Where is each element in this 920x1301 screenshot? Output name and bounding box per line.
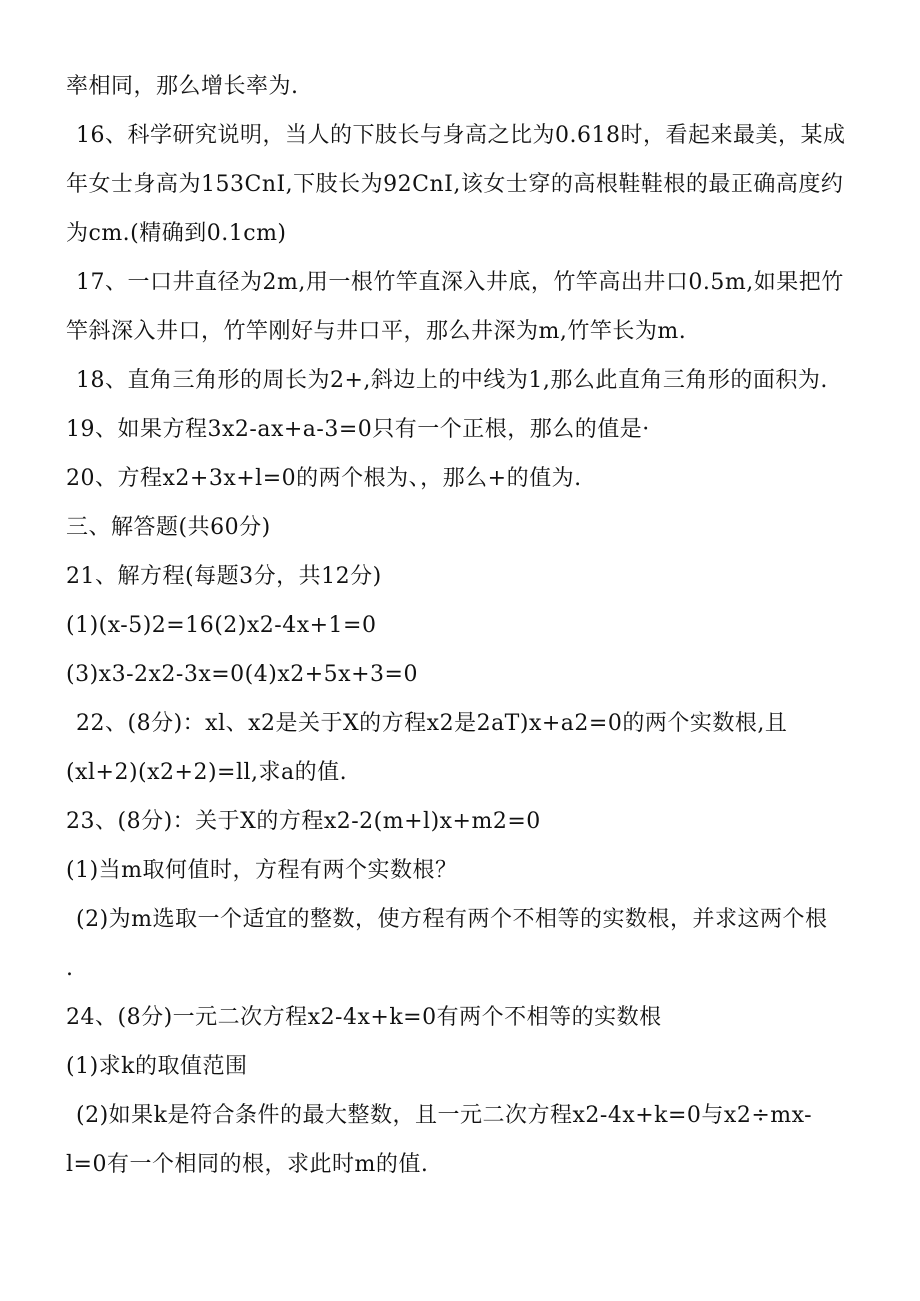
question-18: 18、直角三角形的周长为2+,斜边上的中线为1,那么此直角三角形的面积为.	[76, 368, 828, 393]
section-heading-3: 三、解答题(共60分)	[66, 515, 271, 540]
question-21: 21、解方程(每题3分，共12分)	[66, 564, 382, 589]
question-24-part-2-line-1: (2)如果k是符合条件的最大整数，且一元二次方程x2-4x+k=0与x2÷mx-	[76, 1103, 813, 1128]
question-20: 20、方程x2+3x+l=0的两个根为、，那么+的值为.	[66, 466, 582, 491]
question-21-parts-3-4: (3)x3-2x2-3x=0(4)x2+5x+3=0	[66, 662, 418, 687]
question-17-line-1: 17、一口井直径为2m,用一根竹竿直深入井底，竹竿高出井口0.5m,如果把竹	[76, 270, 844, 295]
question-17-line-2: 竿斜深入井口，竹竿刚好与井口平，那么井深为m,竹竿长为m.	[66, 319, 687, 344]
question-23: 23、(8分)：关于X的方程x2-2(m+l)x+m2=0	[66, 809, 541, 834]
document-page	[66, 62, 866, 1189]
question-21-parts-1-2: (1)(x-5)2=16(2)x2-4x+1=0	[66, 613, 377, 638]
question-19: 19、如果方程3x2-ax+a-3=0只有一个正根，那么的值是·	[66, 417, 650, 442]
question-24-part-2-line-2: l=0有一个相同的根，求此时m的值.	[66, 1152, 429, 1177]
question-24-part-1: (1)求k的取值范围	[66, 1054, 248, 1079]
question-23-part-2: (2)为m选取一个适宜的整数，使方程有两个不相等的实数根，并求这两个根	[76, 907, 828, 932]
question-16-line-2: 年女士身高为153CnI,下肢长为92CnI,该女士穿的高根鞋鞋根的最正确高度约	[66, 172, 844, 197]
question-22-line-2: (xl+2)(x2+2)=ll,求a的值.	[66, 760, 348, 785]
question-16-line-3: 为cm.(精确到0.1cm)	[66, 221, 287, 246]
text-line-continuation-15: 率相同，那么增长率为.	[66, 74, 299, 99]
question-22-line-1: 22、(8分)：xl、x2是关于X的方程x2是2aT)x+a2=0的两个实数根,且	[76, 711, 788, 736]
question-23-part-2-end: .	[66, 956, 74, 981]
question-16-line-1: 16、科学研究说明，当人的下肢长与身高之比为0.618时，看起来最美，某成	[76, 123, 846, 148]
question-23-part-1: (1)当m取何值时，方程有两个实数根？	[66, 858, 458, 883]
question-24: 24、(8分)一元二次方程x2-4x+k=0有两个不相等的实数根	[66, 1005, 662, 1030]
